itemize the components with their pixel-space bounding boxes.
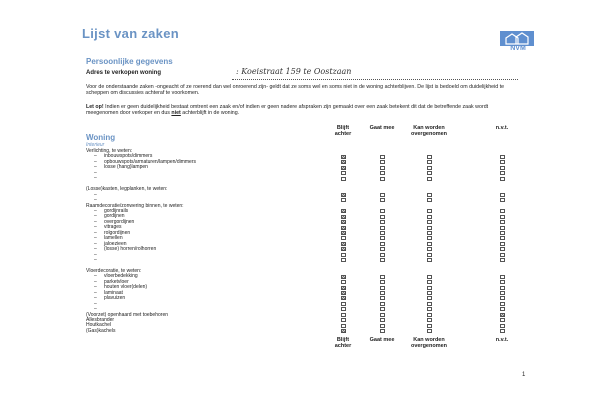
checkbox[interactable]	[380, 198, 385, 202]
row-dash: –	[94, 284, 97, 291]
checkbox[interactable]	[341, 275, 346, 279]
checklist-row	[86, 231, 518, 236]
checkbox[interactable]	[500, 275, 505, 279]
checkbox[interactable]	[380, 242, 385, 246]
note-paragraph	[86, 104, 518, 117]
checkbox[interactable]	[500, 280, 505, 284]
row-dash: –	[94, 191, 97, 198]
row-item-label: inbouwspots/dimmers	[104, 153, 153, 160]
checkbox[interactable]	[341, 324, 346, 328]
row-dash: –	[94, 153, 97, 160]
checklist-row	[86, 253, 518, 258]
checkbox[interactable]	[500, 324, 505, 328]
checkbox[interactable]	[341, 193, 346, 197]
checklist-group-label	[86, 329, 518, 334]
row-dash: –	[94, 207, 97, 214]
checkbox[interactable]	[500, 329, 505, 333]
checklist-group-label	[86, 318, 518, 323]
checklist-row	[86, 225, 518, 230]
note-end: achterblijft in de woning.	[180, 110, 240, 117]
checkbox[interactable]	[427, 324, 432, 328]
row-item-label: houten vloer(delen)	[104, 284, 148, 291]
checkbox[interactable]	[380, 307, 385, 311]
row-item-label: overgordijnen	[104, 218, 135, 225]
checkbox[interactable]	[380, 155, 385, 159]
checkbox[interactable]	[427, 177, 432, 181]
checkbox[interactable]	[380, 302, 385, 306]
row-dash: –	[94, 300, 97, 307]
checkbox[interactable]	[380, 291, 385, 295]
checkbox[interactable]	[500, 171, 505, 175]
row-dash: –	[94, 164, 97, 171]
checkbox[interactable]	[500, 177, 505, 181]
checklist-group-label	[86, 313, 518, 318]
checkbox[interactable]	[427, 242, 432, 246]
note-text: Indien er geen duidelijkheid bestaat omtrent een zaak en/of indien er geen nadere afspraken zijn gemaakt over een zaak betekent dit dat de betreffende zaak wordt meegenomen door verkoper en dus	[86, 104, 489, 117]
row-label: (Gas)kachels	[86, 327, 116, 334]
checkbox[interactable]	[380, 193, 385, 197]
checkbox[interactable]	[427, 160, 432, 164]
row-dash: –	[94, 251, 97, 258]
checklist-row	[86, 296, 518, 301]
checkbox[interactable]	[341, 253, 346, 257]
note-niet: niet	[171, 110, 181, 117]
row-dash: –	[94, 213, 97, 220]
column-header: Blijft achter	[334, 125, 352, 137]
checklist-row	[86, 236, 518, 241]
checkbox[interactable]	[427, 236, 432, 240]
row-item-label: laminaat	[104, 289, 123, 296]
checkbox[interactable]	[380, 220, 385, 224]
checkbox[interactable]	[380, 215, 385, 219]
checkbox[interactable]	[427, 220, 432, 224]
checkbox[interactable]	[427, 193, 432, 197]
row-dash: –	[94, 169, 97, 176]
row-dash: –	[94, 306, 97, 313]
checkbox[interactable]	[341, 236, 346, 240]
checkbox[interactable]	[427, 247, 432, 251]
checkbox[interactable]	[500, 247, 505, 251]
checkbox[interactable]	[341, 198, 346, 202]
row-item-label: gordijnrails	[104, 207, 129, 214]
note-bold: Let op!	[86, 104, 104, 110]
row-label: (Losse)kasten, legplanken, te weten:	[86, 186, 168, 193]
checkbox[interactable]	[500, 231, 505, 235]
checkbox[interactable]	[341, 220, 346, 224]
checklist-row	[86, 176, 518, 181]
row-label: Houtkachel	[86, 322, 112, 329]
checkbox[interactable]	[500, 291, 505, 295]
row-dash: –	[94, 158, 97, 165]
row-dash: –	[94, 224, 97, 231]
address-value: : Koeistraat 159 te Oostzaan	[236, 67, 352, 76]
checkbox[interactable]	[500, 307, 505, 311]
checkbox[interactable]	[380, 253, 385, 257]
row-item-label: jaloezieen	[104, 240, 127, 247]
checkbox[interactable]	[380, 231, 385, 235]
checkbox[interactable]	[427, 313, 432, 317]
checkbox[interactable]	[427, 329, 432, 333]
checkbox[interactable]	[341, 215, 346, 219]
checkbox[interactable]	[380, 329, 385, 333]
checkbox[interactable]	[341, 209, 346, 213]
checklist-group-label	[86, 269, 518, 274]
checkbox[interactable]	[341, 155, 346, 159]
row-label: Raamdecoratie/zonwering binnen, te weten:	[86, 202, 184, 209]
checkbox[interactable]	[427, 253, 432, 257]
checkbox[interactable]	[380, 166, 385, 170]
row-item-label: plavuizen	[104, 295, 126, 302]
checkbox[interactable]	[427, 318, 432, 322]
checkbox[interactable]	[341, 226, 346, 230]
checkbox[interactable]	[341, 258, 346, 262]
checkbox[interactable]	[341, 318, 346, 322]
checkbox[interactable]	[341, 296, 346, 300]
row-label: Verlichting, te weten:	[86, 148, 133, 154]
checkbox[interactable]	[427, 231, 432, 235]
intro-paragraph: Voor de onderstaande zaken -ongeacht of ze roerend dan wel onroerend zijn- geldt dat ze soms wel en soms niet in de woning achterblijven. De lijst is bedoeld om duidelijkheid te scheppen om discussies achteraf te voorkomen.	[86, 84, 505, 97]
checkbox[interactable]	[380, 313, 385, 317]
checkbox[interactable]	[427, 171, 432, 175]
checkbox[interactable]	[341, 166, 346, 170]
checklist-row	[86, 291, 518, 296]
checkbox[interactable]	[341, 307, 346, 311]
checkbox[interactable]	[427, 275, 432, 279]
row-dash: –	[94, 218, 97, 225]
checkbox[interactable]	[500, 258, 505, 262]
checkbox[interactable]	[341, 313, 346, 317]
checkbox[interactable]	[380, 275, 385, 279]
checkbox[interactable]	[500, 215, 505, 219]
nvm-logo	[500, 31, 534, 53]
checkbox[interactable]	[500, 313, 505, 317]
checkbox[interactable]	[380, 171, 385, 175]
checklist-row	[86, 165, 518, 170]
checkbox[interactable]	[500, 242, 505, 246]
interieur-subheading: Interieur	[86, 142, 105, 148]
row-dash: –	[94, 197, 97, 204]
row-dash: –	[94, 235, 97, 242]
checklist-row	[86, 160, 518, 165]
row-item-label: (losse) horren/rolhorren	[104, 246, 157, 253]
checkbox[interactable]	[380, 296, 385, 300]
checkbox[interactable]	[500, 220, 505, 224]
checklist-row	[86, 274, 518, 279]
checkbox[interactable]	[380, 258, 385, 262]
checkbox[interactable]	[500, 302, 505, 306]
row-dash: –	[94, 175, 97, 182]
row-item-label: vitrages	[104, 224, 122, 231]
checkbox[interactable]	[427, 291, 432, 295]
checkbox[interactable]	[500, 155, 505, 159]
column-header: Kan worden overgenomen	[410, 337, 448, 349]
checklist-row	[86, 285, 518, 290]
checkbox[interactable]	[427, 296, 432, 300]
row-item-label: losse (hang)lampen	[104, 164, 148, 171]
row-item-label: opbouwspots/armaturen/lampen/dimmers	[104, 158, 196, 165]
checkbox[interactable]	[341, 177, 346, 181]
checkbox[interactable]	[500, 198, 505, 202]
row-dash: –	[94, 229, 97, 236]
row-dash: –	[94, 273, 97, 280]
address-line	[232, 79, 518, 80]
checkbox[interactable]	[380, 324, 385, 328]
checkbox[interactable]	[380, 177, 385, 181]
checkbox[interactable]	[427, 302, 432, 306]
checkbox[interactable]	[500, 253, 505, 257]
row-label: Vloerdecoratie, te weten:	[86, 267, 142, 274]
row-item-label: rolgordijnen	[104, 229, 131, 236]
page-title: Lijst van zaken	[82, 26, 179, 41]
checkbox[interactable]	[500, 296, 505, 300]
checklist-row	[86, 258, 518, 263]
checklist-row	[86, 171, 518, 176]
column-header: Kan worden overgenomen	[410, 125, 448, 137]
checkbox[interactable]	[380, 209, 385, 213]
checkbox[interactable]	[500, 166, 505, 170]
checkbox[interactable]	[341, 247, 346, 251]
row-item-label: lamellen	[104, 235, 123, 242]
column-header: Gaat mee	[369, 337, 395, 343]
address-label: Adres te verkopen woning	[86, 70, 162, 76]
page-number: 1	[522, 372, 526, 378]
checklist-row	[86, 214, 518, 219]
checkbox[interactable]	[341, 280, 346, 284]
checkbox[interactable]	[380, 280, 385, 284]
checkbox[interactable]	[500, 193, 505, 197]
checklist-row	[86, 220, 518, 225]
checkbox[interactable]	[341, 329, 346, 333]
row-label: Allesbrander	[86, 316, 115, 323]
checklist-row	[86, 193, 518, 198]
checkbox[interactable]	[341, 286, 346, 290]
checkbox[interactable]	[341, 171, 346, 175]
checkbox[interactable]	[341, 242, 346, 246]
checkbox[interactable]	[380, 236, 385, 240]
row-dash: –	[94, 257, 97, 263]
row-item-label: gordijnen	[104, 213, 125, 220]
checklist-group-label	[86, 187, 518, 192]
woning-heading: Woning	[86, 133, 116, 142]
checklist-group-label	[86, 204, 518, 209]
checkbox[interactable]	[500, 209, 505, 213]
checkbox[interactable]	[341, 291, 346, 295]
checkbox[interactable]	[427, 280, 432, 284]
row-dash: –	[94, 289, 97, 296]
checkbox[interactable]	[427, 198, 432, 202]
checklist-group-label	[86, 323, 518, 328]
checkbox[interactable]	[341, 302, 346, 306]
checkbox[interactable]	[427, 258, 432, 262]
checkbox[interactable]	[341, 160, 346, 164]
logo-text: NVM	[510, 45, 526, 52]
row-dash: –	[94, 278, 97, 285]
row-label: (Voorzet) openhaard met toebehoren	[86, 311, 168, 318]
column-header: n.v.t.	[495, 125, 509, 131]
checklist-row	[86, 302, 518, 307]
checkbox[interactable]	[341, 231, 346, 235]
checkbox[interactable]	[380, 226, 385, 230]
column-header: Gaat mee	[369, 125, 395, 131]
checkbox[interactable]	[427, 215, 432, 219]
checklist-row	[86, 280, 518, 285]
row-item-label: vloerbedekking	[104, 273, 138, 280]
section-heading: Persoonlijke gegevens	[86, 57, 173, 66]
checkbox[interactable]	[380, 247, 385, 251]
checkbox[interactable]	[500, 236, 505, 240]
checkbox[interactable]	[427, 166, 432, 170]
row-dash: –	[94, 246, 97, 253]
checkbox[interactable]	[500, 286, 505, 290]
checkbox[interactable]	[427, 155, 432, 159]
checkbox[interactable]	[500, 226, 505, 230]
house-icon	[500, 31, 534, 46]
column-header: Blijft achter	[334, 337, 352, 349]
checklist-row	[86, 209, 518, 214]
checklist-row	[86, 247, 518, 252]
checkbox[interactable]	[427, 286, 432, 290]
row-item-label: parketvloer	[104, 278, 129, 285]
row-dash: –	[94, 240, 97, 247]
column-header: n.v.t.	[495, 337, 509, 343]
checkbox[interactable]	[380, 286, 385, 290]
checkbox[interactable]	[380, 318, 385, 322]
checkbox[interactable]	[500, 160, 505, 164]
checkbox[interactable]	[380, 160, 385, 164]
checkbox[interactable]	[427, 226, 432, 230]
checkbox[interactable]	[427, 307, 432, 311]
checkbox[interactable]	[427, 209, 432, 213]
checkbox[interactable]	[500, 318, 505, 322]
row-dash: –	[94, 295, 97, 302]
